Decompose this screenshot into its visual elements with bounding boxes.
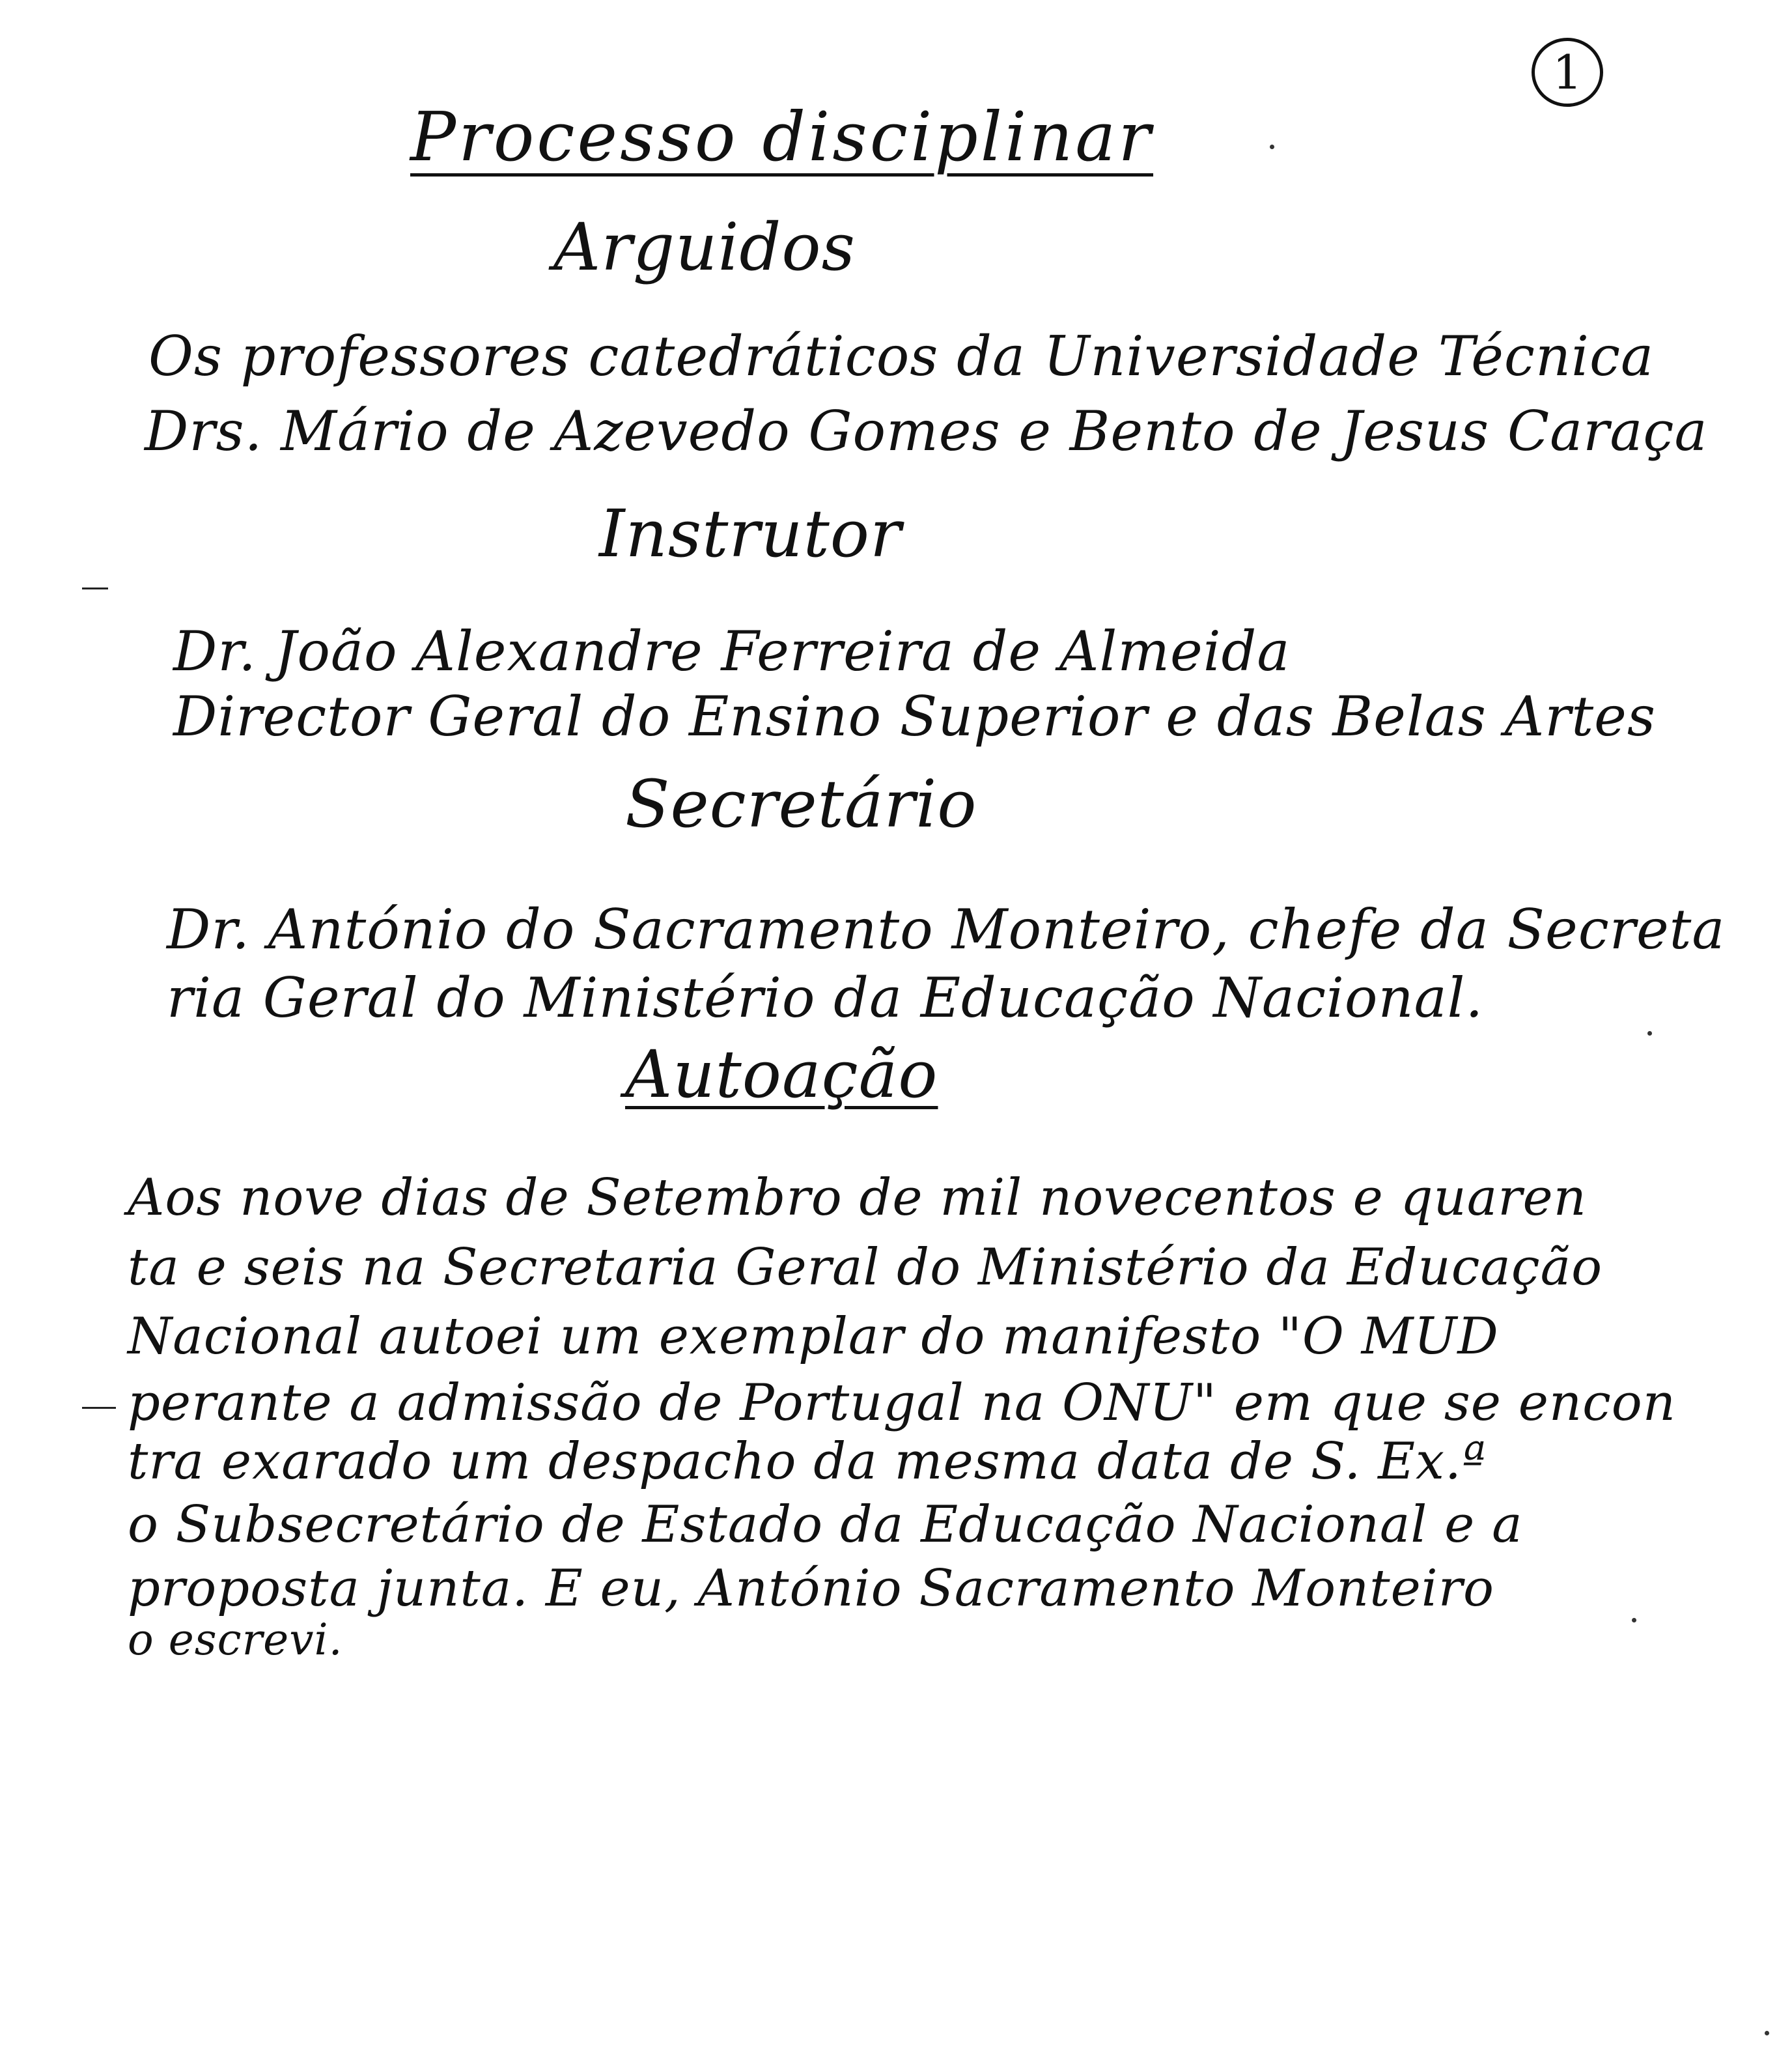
autoacao-line-8: o escrevi. xyxy=(128,1615,343,1665)
heading-instrutor: Instrutor xyxy=(599,496,902,572)
scan-speck xyxy=(1765,2031,1769,2035)
autoacao-line-3: Nacional autoei um exemplar do manifesto "O MUD xyxy=(128,1307,1499,1366)
arguidos-line-1: Os professores catedráticos da Universidade Técnica xyxy=(148,324,1655,388)
scan-speck xyxy=(1270,145,1274,149)
secretario-line-1: Dr. António do Sacramento Monteiro, chefe da Secreta xyxy=(167,898,1726,961)
autoacao-line-1: Aos nove dias de Setembro de mil novecentos e quaren xyxy=(128,1168,1587,1227)
margin-mark xyxy=(82,1407,116,1409)
secretario-line-2: ria Geral do Ministério da Educação Nacional. xyxy=(167,966,1484,1030)
heading-arguidos: Arguidos xyxy=(553,209,856,285)
arguidos-line-2: Drs. Mário de Azevedo Gomes e Bento de Jesus Caraça xyxy=(145,399,1708,463)
margin-mark xyxy=(82,588,108,589)
instrutor-line-2: Director Geral do Ensino Superior e das Belas Artes xyxy=(173,685,1656,748)
scan-speck xyxy=(1647,1031,1652,1036)
autoacao-line-4: perante a admissão de Portugal na ONU" em que se encon xyxy=(128,1374,1677,1432)
document-title: Processo disciplinar xyxy=(410,97,1154,177)
autoacao-line-6: o Subsecretário de Estado da Educação Nacional e a xyxy=(128,1495,1523,1554)
autoacao-line-5: tra exarado um despacho da mesma data de S. Ex.ª xyxy=(128,1432,1487,1491)
autoacao-line-2: ta e seis na Secretaria Geral do Ministério da Educação xyxy=(128,1238,1603,1297)
heading-autoacao: Autoação xyxy=(625,1036,938,1112)
autoacao-line-7: proposta junta. E eu, António Sacramento Monteiro xyxy=(128,1559,1494,1618)
scan-speck xyxy=(1632,1618,1636,1622)
page-number: 1 xyxy=(1532,38,1603,107)
heading-secretario: Secretário xyxy=(625,766,977,842)
instrutor-line-1: Dr. João Alexandre Ferreira de Almeida xyxy=(173,619,1291,683)
